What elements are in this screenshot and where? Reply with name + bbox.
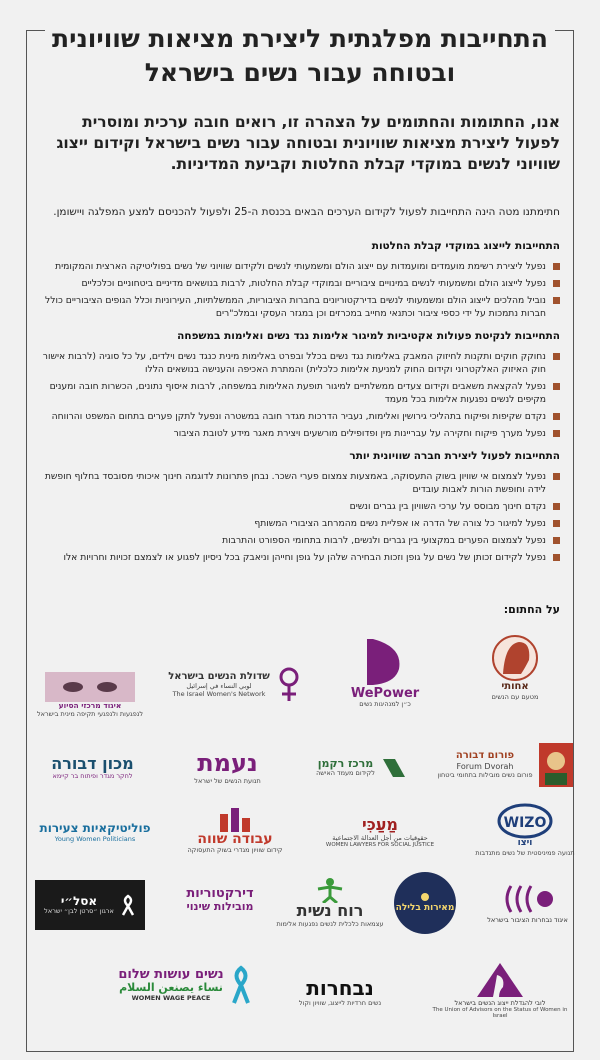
logo-young-women-politicians: פוליטיקאיות צעירות Young Women Politicians <box>39 821 151 843</box>
logo-women-wage-peace: נשים עושות שלום نساء يصنعن السلام WOMEN WAGE PEACE <box>100 950 270 1020</box>
list-item: נפעל לצמצום הפערים במקצועי בין גברים ולנשים, לרבות בתחומי הספורט והתרבות <box>40 534 560 547</box>
logo-meirot-balayla: מאירות בלילה <box>385 868 465 938</box>
bullet-square-icon <box>553 520 560 527</box>
bullet-square-icon <box>553 503 560 510</box>
section-violence <box>40 330 560 440</box>
logo-asali: אסל״י ארגון ״סרטן לבן״ ישראל <box>35 880 145 930</box>
list-item: נפעל מערך פיקוח וחקירה על עבריינות מין ופדופילים מורשעים ויצירת מאגר מידע לטובת הציבור <box>40 427 560 440</box>
section-heading: התחייבות לפעול ליצירת חברה שוויונית יותר <box>349 450 560 462</box>
bullet-square-icon <box>553 430 560 437</box>
wizo-emblem-icon <box>497 803 553 839</box>
eyes-banner-icon <box>45 672 135 702</box>
svg-text:WIZO: WIZO <box>503 815 547 832</box>
list-item: נפעל ליצירת רשימת מועמדים ומועמדות עם ייצוג הולם ומשמעותי לנשים ולקידום שוויוני של נשים בפוליטיקה הארצית והמקומית <box>40 260 560 273</box>
logo-dvora-institute: מכון דבורה לחקר מגדר ופיתוח בר קיימא <box>51 753 134 781</box>
logo-nivcharot: נבחרות נשים חרדיות לייצוג, שוויון וקול <box>298 976 382 1007</box>
logo-naamat: נעמת תנועת הנשים של ישראל <box>194 749 261 785</box>
figure-icon <box>315 877 345 903</box>
ribbon-icon <box>120 894 136 916</box>
bullet-square-icon <box>553 353 560 360</box>
list-item: נקדם שקיפות ופיקוח בתהליכי גירושין ואלימות, נעביר הדרכות מגדר חובה במשטרה ונפעל לתקן פערים בתחום המשפט והרווחה <box>40 410 560 423</box>
logo-equal-work: עבודה שווה קידום שוויון מגדרי בשוק התעסוקה <box>170 800 300 860</box>
woman-profile-icon <box>485 634 545 682</box>
page-title <box>40 22 560 90</box>
logo-ruach-nashit: רוח נשית עצמאות כלכלית לנשים נפגעות אלימות <box>275 865 385 940</box>
intro-paragraph: אנו, החתומות והחתומים על הצהרה זו, רואים חובה ערכית ומוסרית לפעול ליצירת מציאות שוויונית ובטוחה עבור נשים בישראל וקידום ייצוג שוויוני לנשים במוקדי קבלת החלטות וקביעת המדיניות. <box>56 113 560 173</box>
lead-paragraph: חתימתנו מטה הינה התחייבות לפעול לקידום הערכים הבאים בכנסת ה-25 ולפעול להכניסם למצע המפלגה ויישומן. <box>53 206 560 218</box>
list-item: נפעל להקצאת משאבים וקידום צעדים ממשלתיים למיגור תופעת האלימות במשפחה, לרבות איסוף נתונים, הכשרות חובה ומענים מקיפים לנשים נפגעות אלימות בכל מעמד <box>40 380 560 406</box>
portrait-icon <box>539 743 573 787</box>
logo-rape-crisis-centers: איגוד מרכזי הסיוע לנפגעות ולנפגעי תקיפה מינית בישראל <box>30 660 150 730</box>
section-heading: התחייבות לנקיטת פעולות אקטיביות למיגור אלימות נגד נשים ואלימות במשפחה <box>177 330 560 342</box>
section-equality <box>40 450 560 564</box>
peace-ribbon-icon <box>230 965 252 1005</box>
bar-graph-icon <box>218 806 252 832</box>
logo-forum-dvorah: פורום דבורה Forum Dvorah פורום נשים מובילות בתחומי ביטחון <box>430 735 580 795</box>
bullet-square-icon <box>553 280 560 287</box>
bullet-square-icon <box>553 537 560 544</box>
logo-union-of-advisors: לובי להגדלת ייצוג הנשים בישראל The Union of Advisors on the Status of Women in Israel <box>425 945 575 1035</box>
logo-rackman-center: מרכז רקמן לקידום מעמד האישה <box>305 740 420 795</box>
logo-israel-womens-network: שדולת הנשים בישראל لوبي النساء في إسرائيل The Israel Women's Network <box>155 650 315 720</box>
list-item: נחוקק חוקים ותקנות לחיזוק המאבק באלימות נגד נשים בכלל ובפרט באלימות מינית כנגד נשים וילדים, על כל סוגיה (לרבות אישור חוק האיזוק האלקטרוני וקידום החוק למניעת אלימות כלכלית) והמתרת האכיפה והענישה בנושאים הללו <box>40 350 560 376</box>
rackman-mark-icon <box>379 753 409 783</box>
logo-wizo: WIZO ויצו תנועה פמיניסטית של נשים מתנדבות <box>475 800 575 860</box>
list-item: נפעל לייצוג הולם ומשמעותי לנשים במינויים ציבוריים ובמוקדי קבלת החלטות, לרבות בנושאים מדיניים ביטחוניים וכלכליים <box>40 277 560 290</box>
bullet-square-icon <box>553 263 560 270</box>
bullet-square-icon <box>553 473 560 480</box>
list-item: נוביל מהלכים לייצוג הולם ומשמעותי לנשים בדירקטוריונים בחברות הציבוריות, הממשלתיות, העירוניות וכלל הגופים הציבוריים כולל חברות נתמכות על ידי כספי ציבור וכתנאי מחייב במכרזים וכן במגזר העסקי ובמלכ"רים <box>40 294 560 320</box>
title-line-1: התחייבות מפלגתית ליצירת מציאות שוויונית <box>52 24 548 53</box>
wave-lines-icon <box>501 882 555 916</box>
signatories-label: על החתום: <box>503 603 560 616</box>
list-item: נפעל לקידום זכותן של נשים על גופן וזכות הבחירה שלהן על גופן וחייהן וניאבק בכל ניסיון לפגוע או לצמצם זכויות וחרויות אלו <box>40 551 560 564</box>
female-symbol-icon <box>276 665 302 705</box>
logo-maaki: מַעַכִּי حقوقيات من أجل العدالة الاجتماعية WOMEN LAWYERS FOR SOCIAL JUSTICE <box>325 815 435 848</box>
section-heading: התחייבות לייצוג במוקדי קבלת החלטות <box>371 240 560 252</box>
logo-wepower: WePower כ״ן למנהיגות נשים <box>330 625 440 720</box>
signatory-logos <box>30 625 575 1050</box>
commitment-sections <box>40 240 560 574</box>
title-line-2: ובטוחה עבור נשים בישראל <box>144 58 456 87</box>
list-item: נפעל למיגור כל צורה של הדרה או אפליית נשים מהמרחב הציבורי המשותף <box>40 517 560 530</box>
triangle-profile-icon <box>475 961 525 999</box>
bullet-square-icon <box>553 554 560 561</box>
bullet-square-icon <box>553 413 560 420</box>
section-representation <box>40 240 560 320</box>
list-item: נפעל לצמצום אי שוויון בשוק התעסוקה, באמצעות צמצום פערי השכר. נבחן פתרונות לדוגמה חינוך איכותי מסובסד בחלוף חופשת לידה וחופשת הורות לאבות עובדים <box>40 470 560 496</box>
bullet-square-icon <box>553 383 560 390</box>
logo-achim: איגוד נבחרות הציבור בישראל <box>480 870 575 935</box>
bullet-square-icon <box>553 297 560 304</box>
logo-directorit: דירקטוריות מובילות שינוי <box>186 886 254 914</box>
wepower-arc-icon <box>365 637 405 687</box>
list-item: נקדם חינוך מבוסס על ערכי השוויון בין גברים ונשים <box>40 500 560 513</box>
logo-achoti: אחותי מטעם עם הנשים <box>460 625 570 710</box>
